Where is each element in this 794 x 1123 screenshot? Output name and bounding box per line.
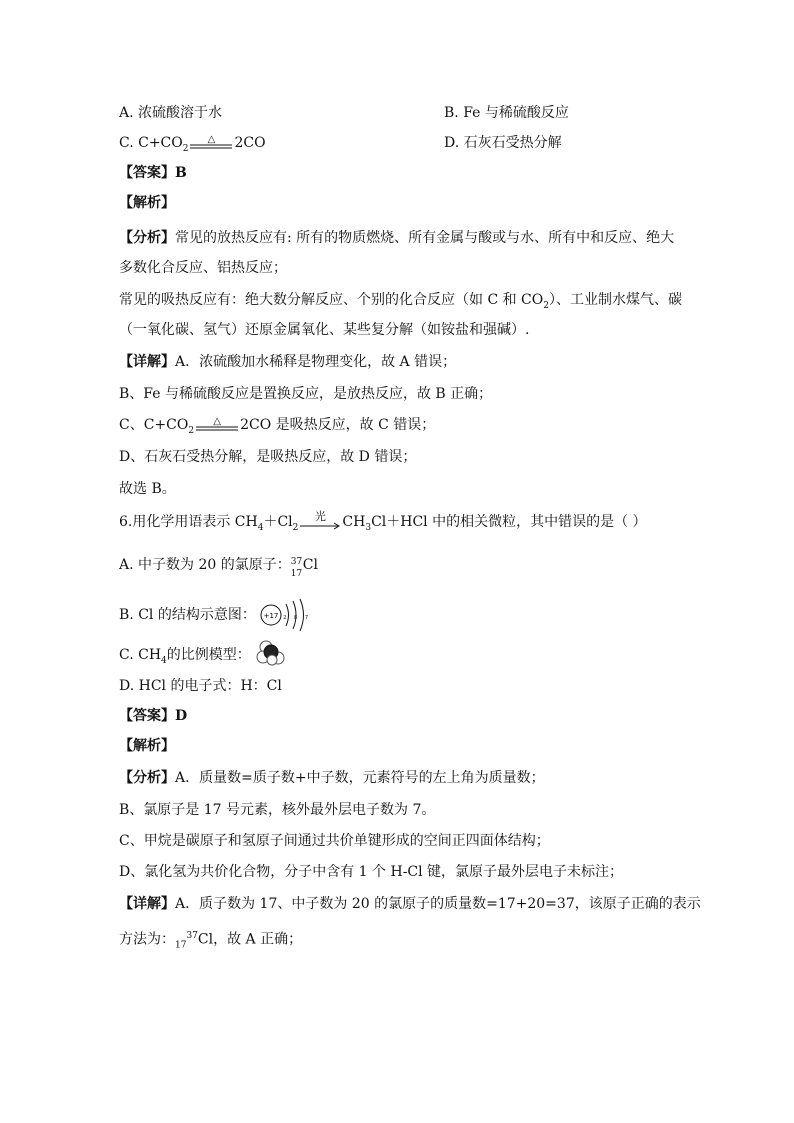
subscript: 3 (365, 522, 372, 533)
heat-symbol: △ (213, 416, 221, 427)
q6-detail-line2 (119, 926, 302, 955)
heat-arrow-icon (188, 134, 234, 152)
isotope-notation (290, 555, 303, 579)
detail-text: A．质子数为 17、中子数为 20 的氯原子的质量数=17+20=37，该原子正确的表示 (175, 896, 701, 912)
subscript: 4 (257, 522, 264, 533)
q5-analysis-line2: 多数化合反应、铝热反应； (119, 260, 287, 276)
atomic-number: 17 (175, 940, 187, 951)
q6-option-c-text-a: C. CH (119, 647, 162, 663)
q6-answer: 【答案】D (119, 708, 188, 724)
q6-option-b-text: B. Cl 的结构示意图： (119, 607, 256, 623)
element-symbol: Cl (302, 557, 318, 573)
q5-analysis-line4: （一氧化碳、氢气）还原金属氧化、某些复分解（如铵盐和强碱）. (119, 322, 530, 338)
nucleus-charge: +17 (263, 612, 279, 620)
detail-c-prefix: C、C+CO (119, 417, 189, 433)
analysis-text: 常见的放热反应有: 所有的物质燃烧、所有金属与酸或与水、所有中和反应、绝大 (175, 230, 675, 246)
q5-answer: 【答案】B (119, 165, 187, 181)
q6-analysis-d: D、氯化氢为共价化合物，分子中含有 1 个 H-Cl 键，氯原子最外层电子未标注； (119, 864, 624, 880)
subscript: 2 (182, 143, 189, 154)
subscript: 2 (292, 522, 299, 533)
q5-detail-c (119, 415, 435, 441)
analysis-text-a: 常见的吸热反应有：绝大数分解反应、个别的化合反应（如 C 和 CO (119, 292, 544, 308)
q5-option-b: B. Fe 与稀硫酸反应 (444, 105, 569, 121)
q5-option-a: A. 浓硫酸溶于水 (119, 105, 223, 121)
q6-analysis-b: B、氯原子是 17 号元素，核外最外层电子数为 7。 (119, 802, 436, 818)
q6-stem-d: Cl＋HCl 中的相关微粒，其中错误的是（ ） (371, 514, 647, 530)
q6-stem-c: CH (342, 514, 366, 530)
analysis-text: A．质量数=质子数+中子数，元素符号的左上角为质量数； (175, 770, 545, 786)
q6-jiexi-heading: 【解析】 (119, 738, 175, 754)
electron-shells: 2 8 7 (283, 615, 312, 621)
detail-text: A．浓硫酸加水稀释是物理变化，故 A 错误； (175, 354, 457, 370)
q6-analysis-a (119, 768, 545, 788)
detail-tag: 【详解】 (119, 896, 175, 912)
heat-arrow-icon (194, 416, 240, 434)
q6-option-a-text: A. 中子数为 20 的氯原子： (119, 557, 291, 573)
methane-model-icon (255, 638, 289, 668)
heat-symbol: △ (207, 134, 216, 145)
analysis-text-b: ）、工业制水煤气、碳 (549, 292, 682, 308)
q5-detail-b: B、Fe 与稀硫酸反应是置换反应，是放热反应，故 B 正确； (119, 386, 493, 402)
subscript: 2 (543, 300, 549, 311)
q5-analysis-line3 (119, 290, 682, 316)
q5-conclusion: 故选 B。 (119, 481, 176, 497)
subscript: 2 (188, 425, 195, 436)
atomic-number: 17 (290, 569, 303, 579)
q5-analysis-line1 (119, 228, 674, 248)
detail-text-a: 方法为： (119, 931, 175, 948)
q5-detail-a (119, 352, 456, 372)
q5-option-c (119, 133, 266, 159)
q6-option-c (119, 640, 289, 671)
q6-analysis-c: C、甲烷是碳原子和氢原子间通过共价单键形成的空间正四面体结构； (119, 833, 550, 849)
light-arrow-icon (298, 510, 342, 531)
q5-jiexi-heading: 【解析】 (119, 195, 175, 211)
q6-option-c-text-b: 的比例模型： (166, 647, 251, 663)
q6-stem-b: ＋Cl (263, 514, 293, 530)
q6-option-b (119, 598, 312, 632)
detail-text-b: Cl，故 A 正确； (197, 931, 303, 948)
q6-detail-line1 (119, 894, 701, 914)
detail-tag: 【详解】 (119, 354, 175, 370)
atom-structure-icon (260, 598, 312, 632)
subscript: 4 (161, 655, 167, 666)
mass-number: 37 (290, 557, 303, 567)
q5-option-d: D. 石灰石受热分解 (444, 135, 562, 151)
detail-c-suffix: 2CO 是吸热反应，故 C 错误； (240, 417, 436, 433)
q5-option-c-suffix: 2CO (234, 135, 266, 151)
q6-stem (119, 512, 647, 538)
q5-option-c-prefix: C. C+CO (119, 135, 183, 151)
arrow-label: 光 (314, 510, 326, 523)
analysis-tag: 【分析】 (119, 770, 175, 786)
q6-option-a (119, 555, 318, 579)
q6-option-d: D. HCl 的电子式：H：Cl (119, 678, 282, 694)
mass-number: 37 (186, 931, 198, 941)
q5-detail-d: D、石灰石受热分解，是吸热反应，故 D 错误； (119, 449, 417, 465)
q6-stem-a: 6.用化学用语表示 CH (119, 514, 258, 530)
analysis-tag: 【分析】 (119, 230, 175, 246)
